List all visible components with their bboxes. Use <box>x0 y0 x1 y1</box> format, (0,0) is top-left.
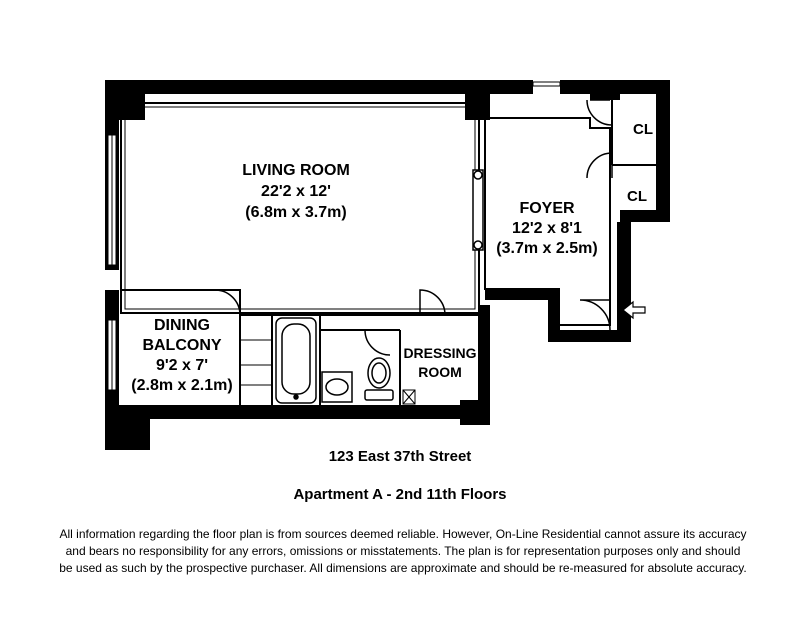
living-room-name: LIVING ROOM <box>242 162 350 179</box>
dressing-name-line2: ROOM <box>418 364 462 380</box>
left-windows <box>108 135 116 390</box>
living-room-label <box>242 162 350 221</box>
living-room-metric: (6.8m x 3.7m) <box>245 204 347 221</box>
sink <box>322 372 352 402</box>
foyer-name: FOYER <box>519 200 575 217</box>
bathtub <box>276 318 316 403</box>
dressing-name-line1: DRESSING <box>403 345 477 361</box>
exterior-walls <box>105 80 670 450</box>
toilet <box>365 358 393 400</box>
dining-name-line2: BALCONY <box>142 337 222 354</box>
building-address: 123 East 37th Street <box>328 448 472 465</box>
foyer-label <box>496 200 597 257</box>
living-room-imperial: 22'2 x 12' <box>261 183 331 200</box>
chase-box <box>403 390 415 404</box>
foyer-metric: (3.7m x 2.5m) <box>496 240 598 257</box>
closet-label-1: CL <box>633 121 653 138</box>
dining-metric: (2.8m x 2.1m) <box>131 377 233 394</box>
dining-balcony-label <box>131 317 232 394</box>
closet-label-2: CL <box>627 188 647 205</box>
dressing-room-label <box>403 345 476 380</box>
dining-imperial: 9'2 x 7' <box>155 357 209 374</box>
foyer-imperial: 12'2 x 8'1 <box>512 220 582 237</box>
dining-name-line1: DINING <box>154 317 210 334</box>
disclaimer-text: All information regarding the floor plan is from sources deemed reliable. However, On-Line Residential cannot assure its accuracy and bears no responsibility for any errors, omissions or misstatements. The plan is for representation purposes only and should be used as such by the prospective purchaser. All dimensions are approximate and should be re-measured for absolute accuracy. <box>59 527 747 575</box>
apartment-title: Apartment A - 2nd 11th Floors <box>293 486 507 503</box>
